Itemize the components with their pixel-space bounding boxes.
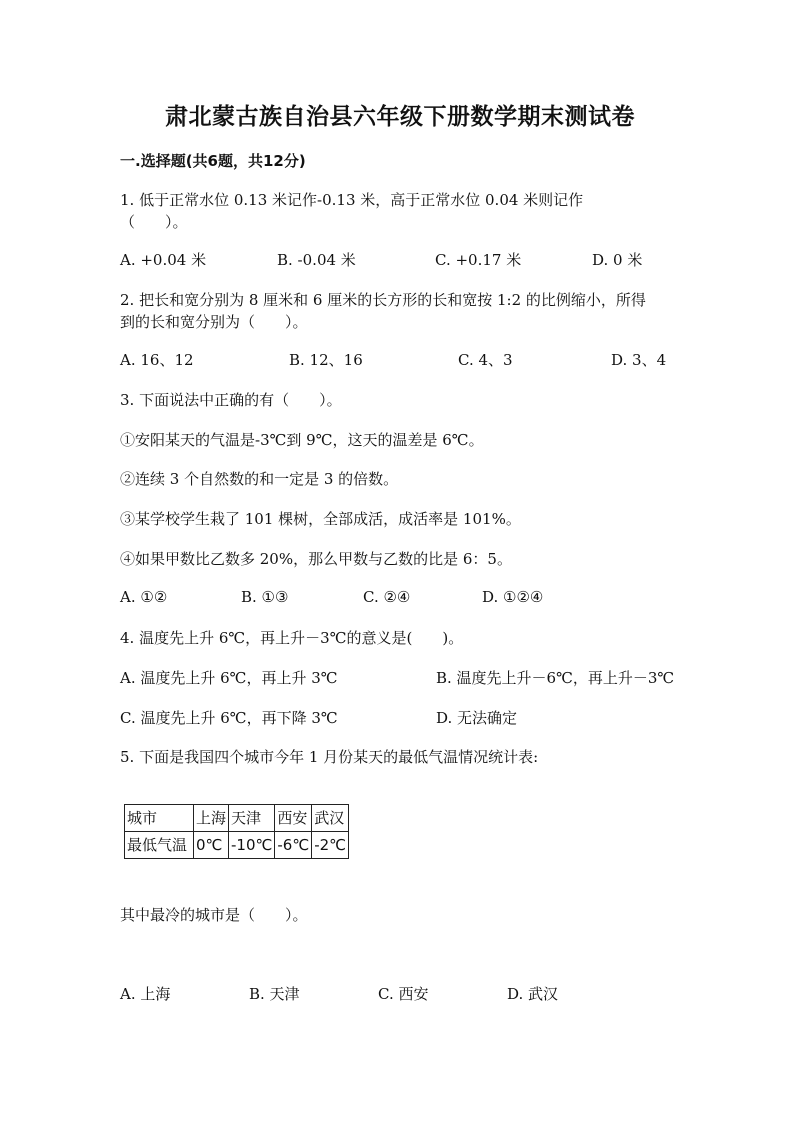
question-5-option-a: A. 上海 [120,985,171,1003]
question-4-option-c: C. 温度先上升 6℃，再下降 3℃ [120,709,338,727]
question-3-option-c: C. ②④ [363,588,411,606]
question-2-option-c: C. 4、3 [458,351,513,369]
table-cell: -10℃ [229,832,275,859]
question-4-option-b: B. 温度先上升－6℃，再上升－3℃ [436,669,675,687]
table-cell: 武汉 [312,805,349,832]
question-3-statement-4: ④如果甲数比乙数多 20%，那么甲数与乙数的比是 6：5。 [120,550,512,568]
question-1-stem-cont: （ ）。 [120,213,188,231]
question-4-stem: 4. 温度先上升 6℃，再上升－3℃的意义是( )。 [120,629,464,647]
question-2-stem-cont: 到的长和宽分别为（ ）。 [120,313,308,331]
question-3-option-a: A. ①② [120,588,168,606]
question-3-stem: 3. 下面说法中正确的有（ ）。 [120,391,342,409]
question-5-question: 其中最冷的城市是（ ）。 [120,906,308,924]
question-1-option-c: C. +0.17 米 [435,251,522,269]
table-row [125,832,349,859]
question-4-option-a: A. 温度先上升 6℃，再上升 3℃ [120,669,338,687]
question-1-option-d: D. 0 米 [592,251,643,269]
table-header-row [125,805,349,832]
page-title: 肃北蒙古族自治县六年级下册数学期末测试卷 [165,104,635,130]
question-3-statement-1: ①安阳某天的气温是-3℃到 9℃，这天的温差是 6℃。 [120,431,484,449]
question-5-option-b: B. 天津 [249,985,300,1003]
question-1-stem: 1. 低于正常水位 0.13 米记作-0.13 米，高于正常水位 0.04 米则记作 [120,191,584,209]
question-3-option-d: D. ①②④ [482,588,544,606]
question-4-option-d: D. 无法确定 [436,709,518,727]
table-cell: 西安 [275,805,312,832]
temperature-table [124,804,349,859]
question-5-stem: 5. 下面是我国四个城市今年 1 月份某天的最低气温情况统计表: [120,748,539,766]
table-cell: 最低气温 [125,832,194,859]
question-1-option-a: A. +0.04 米 [120,251,207,269]
table-cell: 城市 [125,805,194,832]
question-3-statement-2: ②连续 3 个自然数的和一定是 3 的倍数。 [120,470,399,488]
question-5-option-c: C. 西安 [378,985,429,1003]
question-2-stem: 2. 把长和宽分别为 8 厘米和 6 厘米的长方形的长和宽按 1:2 的比例缩小，所得 [120,291,646,309]
question-2-option-a: A. 16、12 [120,351,194,369]
question-2-option-b: B. 12、16 [289,351,363,369]
question-3-statement-3: ③某学校学生栽了 101 棵树，全部成活，成活率是 101%。 [120,510,521,528]
section-heading: 一.选择题(共6题，共12分) [120,152,306,170]
question-1-option-b: B. -0.04 米 [277,251,356,269]
table-cell: 上海 [194,805,229,832]
table-cell: 天津 [229,805,275,832]
table-cell: 0℃ [194,832,229,859]
table-cell: -6℃ [275,832,312,859]
table-cell: -2℃ [312,832,349,859]
question-5-option-d: D. 武汉 [507,985,559,1003]
question-2-option-d: D. 3、4 [611,351,667,369]
question-3-option-b: B. ①③ [241,588,289,606]
